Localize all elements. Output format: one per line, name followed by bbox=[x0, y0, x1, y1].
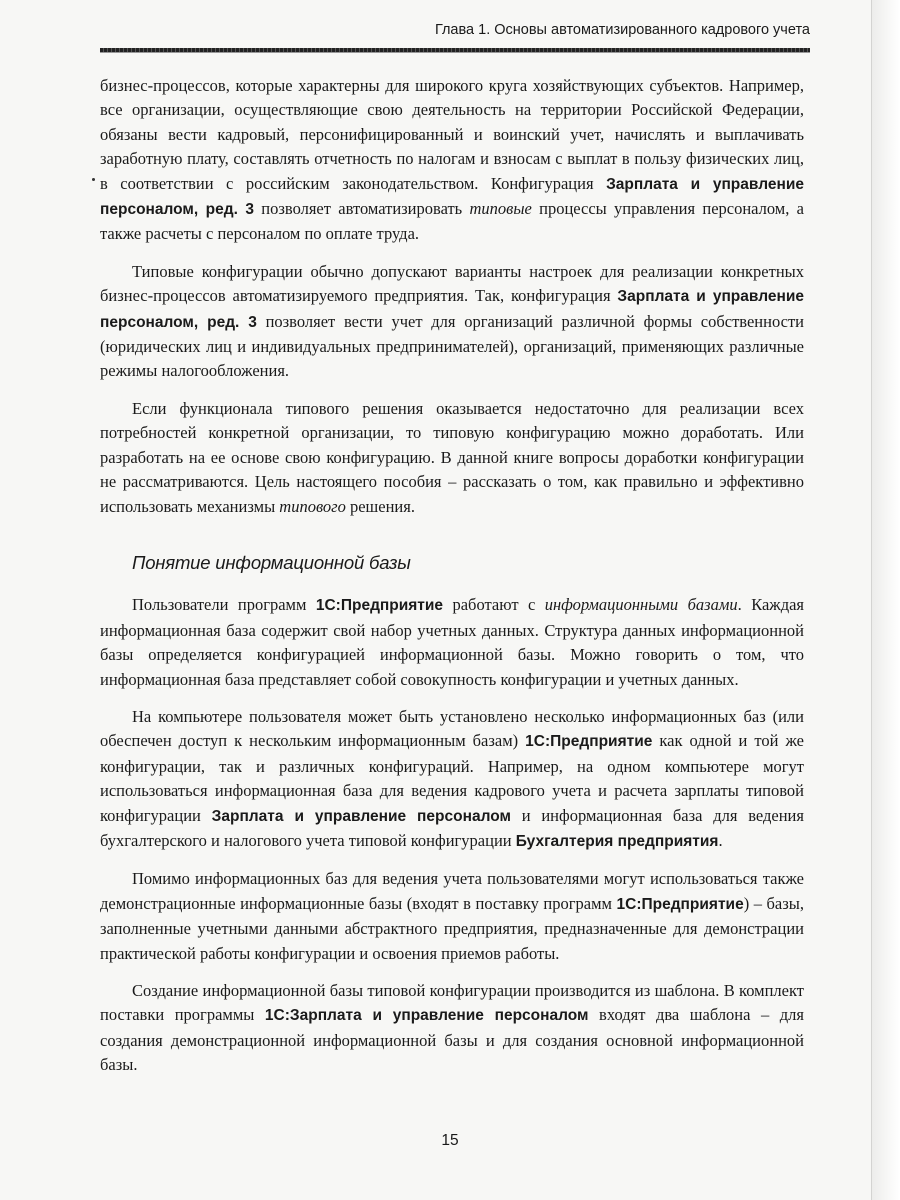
text-run: позволяет вести учет для организаций различной формы собственности (юридических лиц и индивидуальных предпринимателей), организаций, применяющих различные режимы налогообложения. bbox=[100, 311, 804, 381]
text-run: Типовые конфигурации обычно допускают варианты настроек для реализации конкретных бизнес-процессов автоматизируемого предприятия. Так, конфигурация bbox=[100, 261, 804, 306]
bold-term: Зарплата и управление персоналом, ред. 3 bbox=[100, 175, 804, 219]
paragraph bbox=[100, 397, 804, 519]
section-heading: Понятие информационной базы bbox=[132, 551, 411, 573]
text-run: входят два шаблона – для создания демонстрационной информационной базы и для создания основной информационной базы. bbox=[100, 1005, 805, 1075]
page-body bbox=[100, 74, 804, 1091]
header-rule bbox=[100, 48, 810, 53]
text-run: работают с bbox=[443, 595, 545, 615]
text-run: и информационная база для ведения бухгалтерского и налогового учета типовой конфигурации bbox=[100, 805, 804, 850]
bold-term: 1С:Предприятие bbox=[315, 597, 444, 615]
italic-term: типовые bbox=[469, 199, 532, 219]
text-run: процессы управления персоналом, а также расчеты с персоналом по оплате труда. bbox=[100, 199, 804, 244]
page-edge bbox=[871, 0, 900, 1200]
text-run: Пользователи программ bbox=[132, 595, 316, 615]
bold-term: Зарплата и управление персоналом, ред. 3 bbox=[100, 288, 804, 331]
text-run: как одной и той же конфигурации, так и различных конфигураций. Например, на одном компьютере могут использоваться информационная база для ведения кадрового учета и расчета зарплаты типовой конфигурации bbox=[100, 731, 804, 825]
text-run: бизнес-процессов, которые характерны для широкого круга хозяйствующих субъектов. Например, все организации, осуществляющие свою деятельность на территории Российской Федерации, обязаны вести кадровый, персонифицированный и воинский учет, начислять и выплачивать заработную плату, составлять отчетность по налогам и взносам с выплат в пользу физических лиц, в соответствии с российским законодательством. Конфигурация bbox=[100, 76, 804, 193]
paragraph bbox=[100, 705, 804, 854]
text-run: позволяет автоматизировать bbox=[254, 199, 470, 219]
text-run: . Каждая информационная база содержит свой набор учетных данных. Структура данных информационной базы определяется конфигурацией информационной базы. Можно говорить о том, что информационная база представляет собой совокупность конфигурации и учетных данных. bbox=[100, 595, 805, 689]
text-run: . bbox=[718, 830, 723, 850]
text-run: Если функционала типового решения оказывается недостаточно для реализации всех потребностей конкретной организации, то типовую конфигурацию можно доработать. Или разработать на ее основе свою конфигурацию. В данной книге вопросы доработки конфигурации не рассматриваются. Цель настоящего пособия – рассказать о том, как правильно и эффективно использовать механизмы bbox=[100, 398, 804, 516]
running-header: Глава 1. Основы автоматизированного кадрового учета bbox=[434, 22, 810, 38]
paragraph bbox=[100, 979, 804, 1078]
paragraph bbox=[100, 593, 804, 692]
page-number: 15 bbox=[441, 1132, 459, 1149]
bold-term: Зарплата и управление персоналом bbox=[211, 807, 511, 825]
italic-term: информационными базами bbox=[544, 595, 738, 615]
print-speck bbox=[92, 178, 95, 181]
text-run: ) – базы, заполненные учетными данными абстрактного предприятия, предназначенные для демонстрации практической работы конфигурации и освоения приемов работы. bbox=[100, 893, 804, 963]
text-run: Создание информационной базы типовой конфигурации производится из шаблона. В комплект поставки программы bbox=[100, 981, 804, 1025]
bold-term: Бухгалтерия предприятия bbox=[515, 832, 719, 850]
paragraph bbox=[100, 74, 804, 247]
text-run: Помимо информационных баз для ведения учета пользователями могут использоваться также демонстрационные информационные базы (входят в поставку программ bbox=[100, 869, 804, 913]
bold-term: 1С:Предприятие bbox=[525, 733, 653, 751]
italic-term: типового bbox=[279, 496, 346, 516]
text-run: На компьютере пользователя может быть установлено несколько информационных баз (или обеспечен доступ к нескольким информационным базам) bbox=[100, 706, 804, 751]
paragraph bbox=[100, 867, 804, 966]
text-run: решения. bbox=[345, 496, 415, 516]
bold-term: 1С:Предприятие bbox=[616, 895, 744, 913]
bold-term: 1С:Зарплата и управление персоналом bbox=[264, 1007, 589, 1025]
paragraph bbox=[100, 260, 804, 384]
